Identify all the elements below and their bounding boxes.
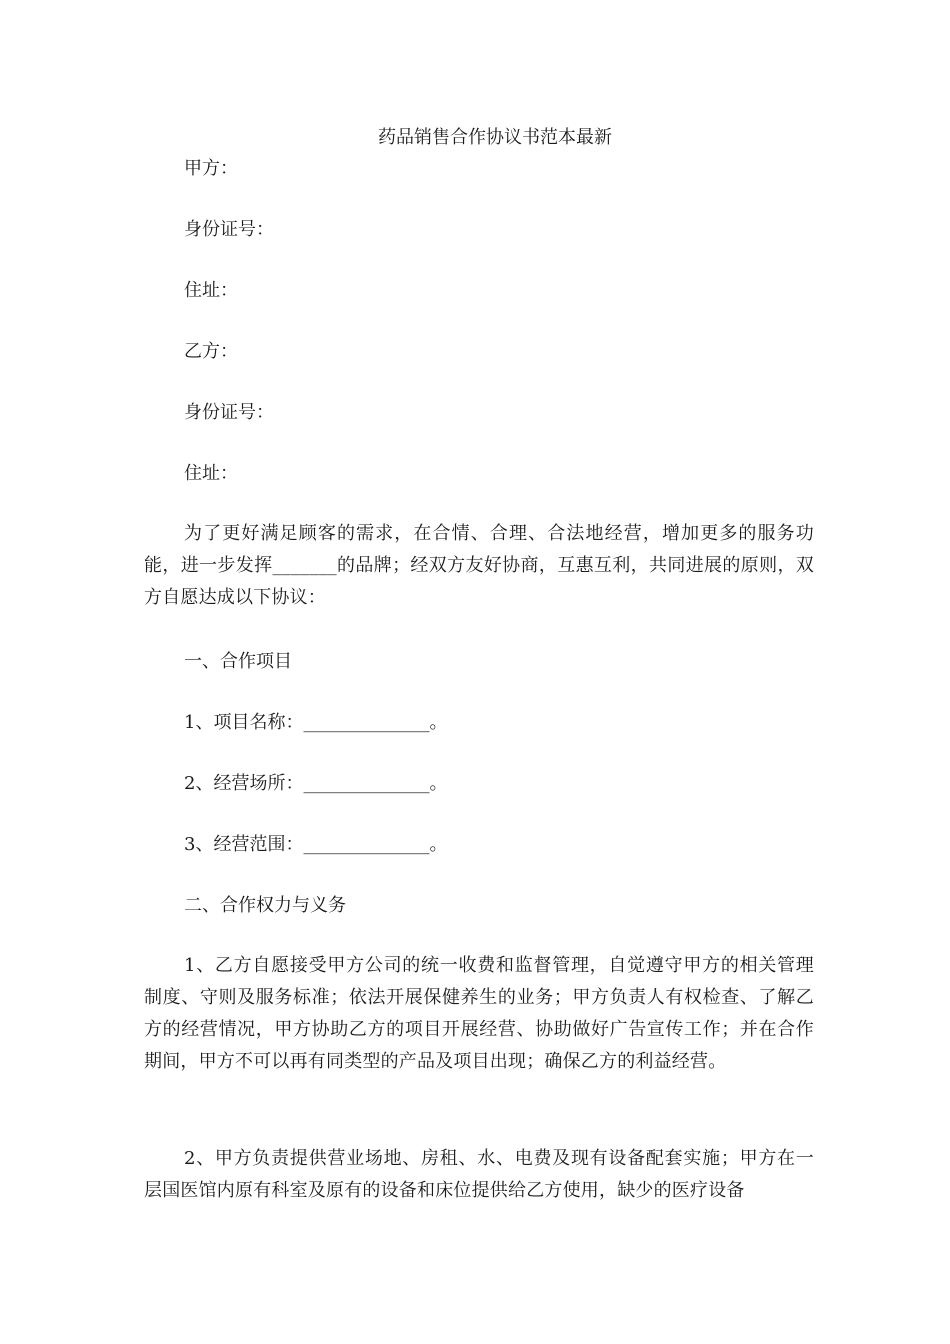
item-project-name: 1、项目名称：______________。 bbox=[184, 712, 448, 733]
section-2-heading: 二、合作权力与义务 bbox=[184, 895, 346, 916]
party-b-address-label: 住址： bbox=[184, 463, 238, 484]
party-b-label: 乙方： bbox=[184, 341, 238, 362]
party-a-address-label: 住址： bbox=[184, 280, 238, 301]
clause-1-paragraph: 1、乙方自愿接受甲方公司的统一收费和监督管理，自觉遵守甲方的相关管理制度、守则及服务标准；依法开展保健养生的业务；甲方负责人有权检查、了解乙方的经营情况，甲方协助乙方的项目开展经营、协助做好广告宣传工作；并在合作期间，甲方不可以再有同类型的产品及项目出现；确保乙方的利益经营。 bbox=[144, 955, 814, 1072]
item-business-location: 2、经营场所：______________。 bbox=[184, 773, 448, 794]
intro-paragraph: 为了更好满足顾客的需求，在合情、合理、合法地经营，增加更多的服务功能，进一步发挥_______的品牌；经双方友好协商，互惠互利，共同进展的原则，双方自愿达成以下协议： bbox=[144, 523, 814, 608]
section-1-heading: 一、合作项目 bbox=[184, 651, 292, 672]
clause-2-paragraph: 2、甲方负责提供营业场地、房租、水、电费及现有设备配套实施；甲方在一层国医馆内原有科室及原有的设备和床位提供给乙方使用，缺少的医疗设备 bbox=[144, 1148, 814, 1201]
document-title: 药品销售合作协议书范本最新 bbox=[378, 127, 612, 148]
party-b-id-label: 身份证号： bbox=[184, 402, 274, 423]
party-a-label: 甲方： bbox=[184, 158, 238, 179]
party-a-id-label: 身份证号： bbox=[184, 219, 274, 240]
item-business-scope: 3、经营范围：______________。 bbox=[184, 834, 448, 855]
